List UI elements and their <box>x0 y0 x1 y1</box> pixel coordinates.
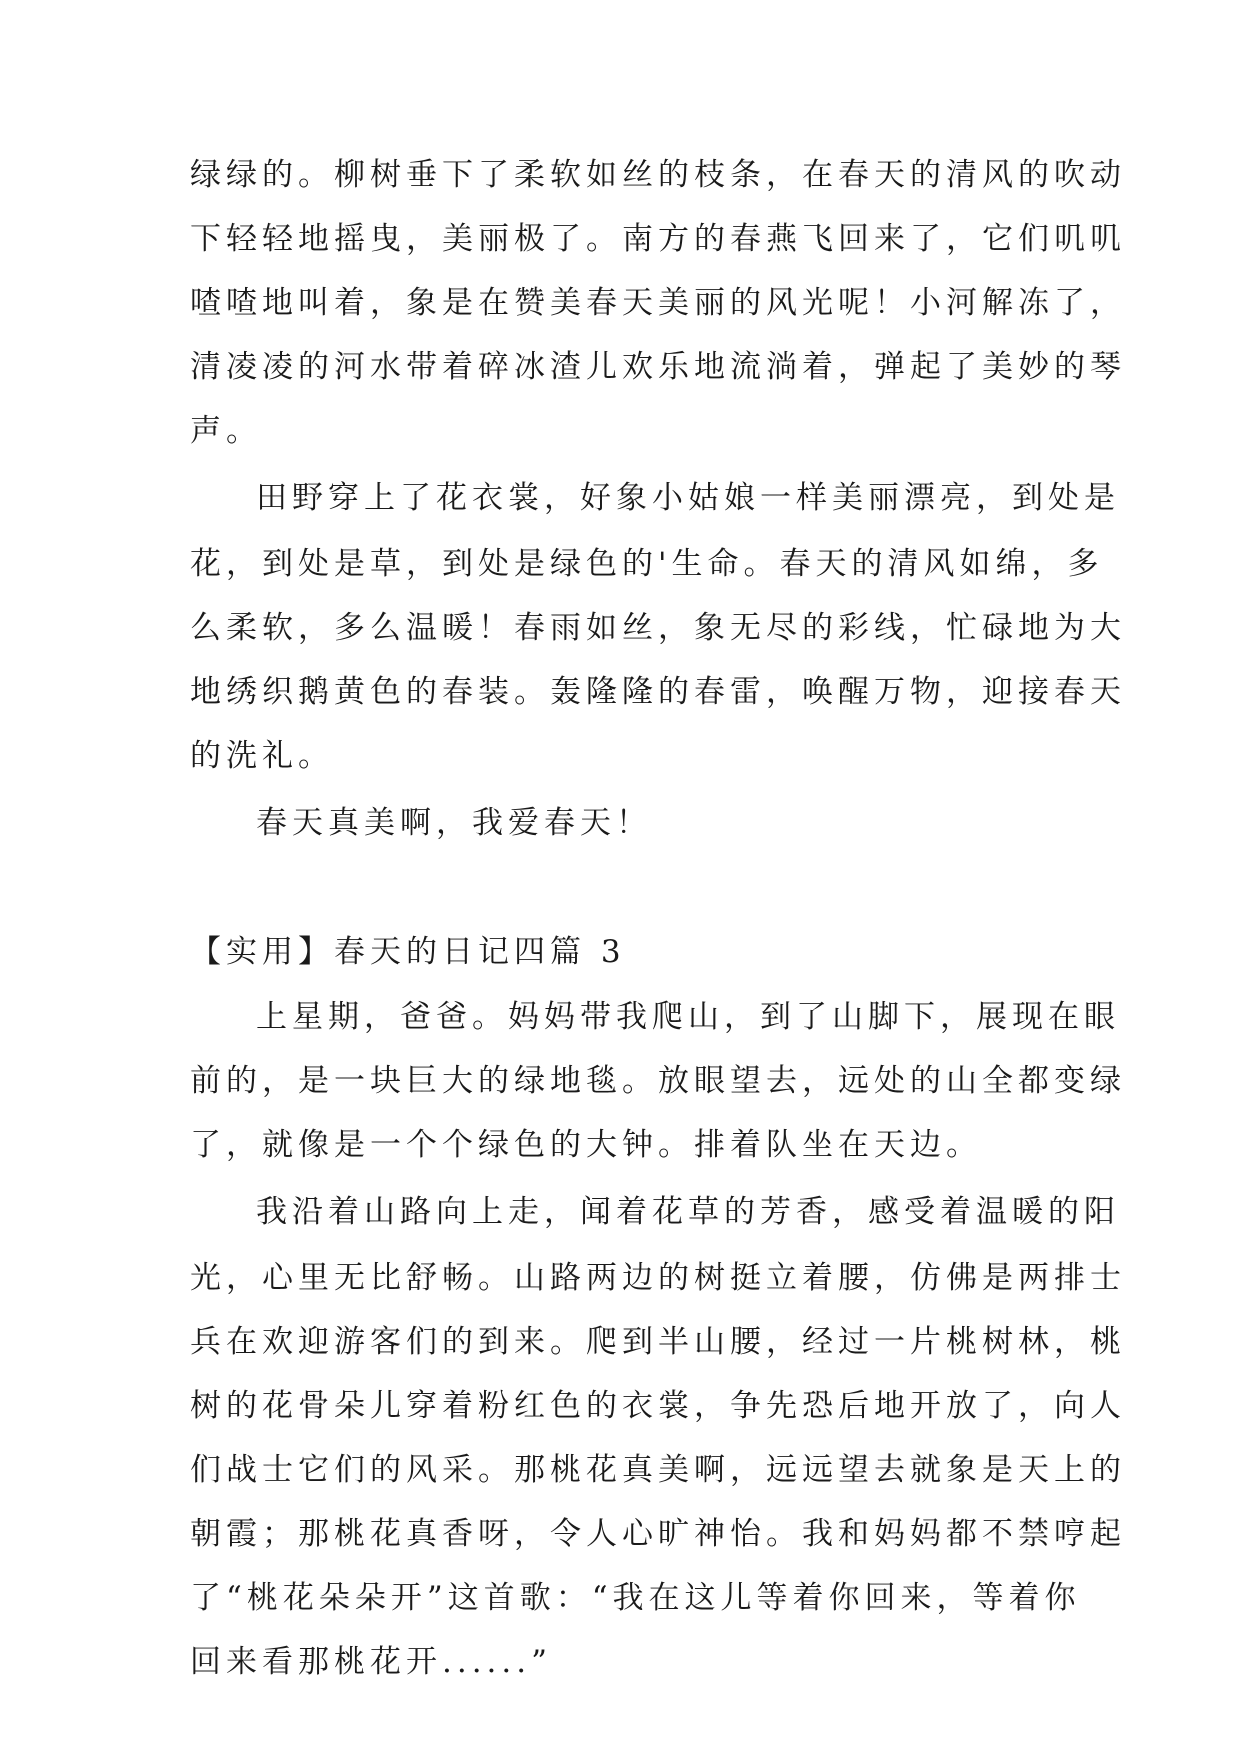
paragraph-line: 喳喳地叫着，象是在赞美春天美丽的风光呢！小河解冻了， <box>190 285 1126 321</box>
paragraph-line: 下轻轻地摇曳，美丽极了。南方的春燕飞回来了，它们叽叽 <box>190 221 1126 257</box>
paragraph-line: 春天真美啊，我爱春天！ <box>256 805 652 841</box>
paragraph-line: 声。 <box>190 413 262 449</box>
paragraph-line: 地绣织鹅黄色的春装。轰隆隆的春雷，唤醒万物，迎接春天 <box>190 674 1126 710</box>
paragraph-line: 的洗礼。 <box>190 738 334 774</box>
paragraph-line: 么柔软，多么温暖！春雨如丝，象无尽的彩线，忙碌地为大 <box>190 610 1126 646</box>
paragraph-line: 清凌凌的河水带着碎冰渣儿欢乐地流淌着，弹起了美妙的琴 <box>190 349 1126 385</box>
paragraph-line: 朝霞；那桃花真香呀，令人心旷神怡。我和妈妈都不禁哼起 <box>190 1516 1126 1552</box>
paragraph-line: 了“桃花朵朵开”这首歌：“我在这儿等着你回来，等着你 <box>190 1580 1081 1616</box>
paragraph-line: 花，到处是草，到处是绿色的'生命。春天的清风如绵，多 <box>190 546 1104 582</box>
paragraph-line: 上星期，爸爸。妈妈带我爬山，到了山脚下，展现在眼 <box>256 999 1120 1035</box>
paragraph-line: 树的花骨朵儿穿着粉红色的衣裳，争先恐后地开放了，向人 <box>190 1388 1126 1424</box>
paragraph-line: 田野穿上了花衣裳，好象小姑娘一样美丽漂亮，到处是 <box>256 480 1120 516</box>
paragraph-line: 们战士它们的风采。那桃花真美啊，远远望去就象是天上的 <box>190 1452 1126 1488</box>
paragraph-line: 前的，是一块巨大的绿地毯。放眼望去，远处的山全都变绿 <box>190 1063 1126 1099</box>
paragraph-line: 了，就像是一个个绿色的大钟。排着队坐在天边。 <box>190 1127 982 1163</box>
paragraph-line: 我沿着山路向上走，闻着花草的芳香，感受着温暖的阳 <box>256 1194 1120 1230</box>
paragraph-line: 回来看那桃花开......” <box>190 1644 552 1680</box>
paragraph-line: 光，心里无比舒畅。山路两边的树挺立着腰，仿佛是两排士 <box>190 1260 1126 1296</box>
section-heading: 【实用】春天的日记四篇 3 <box>190 934 626 970</box>
paragraph-line: 绿绿的。柳树垂下了柔软如丝的枝条，在春天的清风的吹动 <box>190 157 1126 193</box>
paragraph-line: 兵在欢迎游客们的到来。爬到半山腰，经过一片桃树林，桃 <box>190 1324 1126 1360</box>
